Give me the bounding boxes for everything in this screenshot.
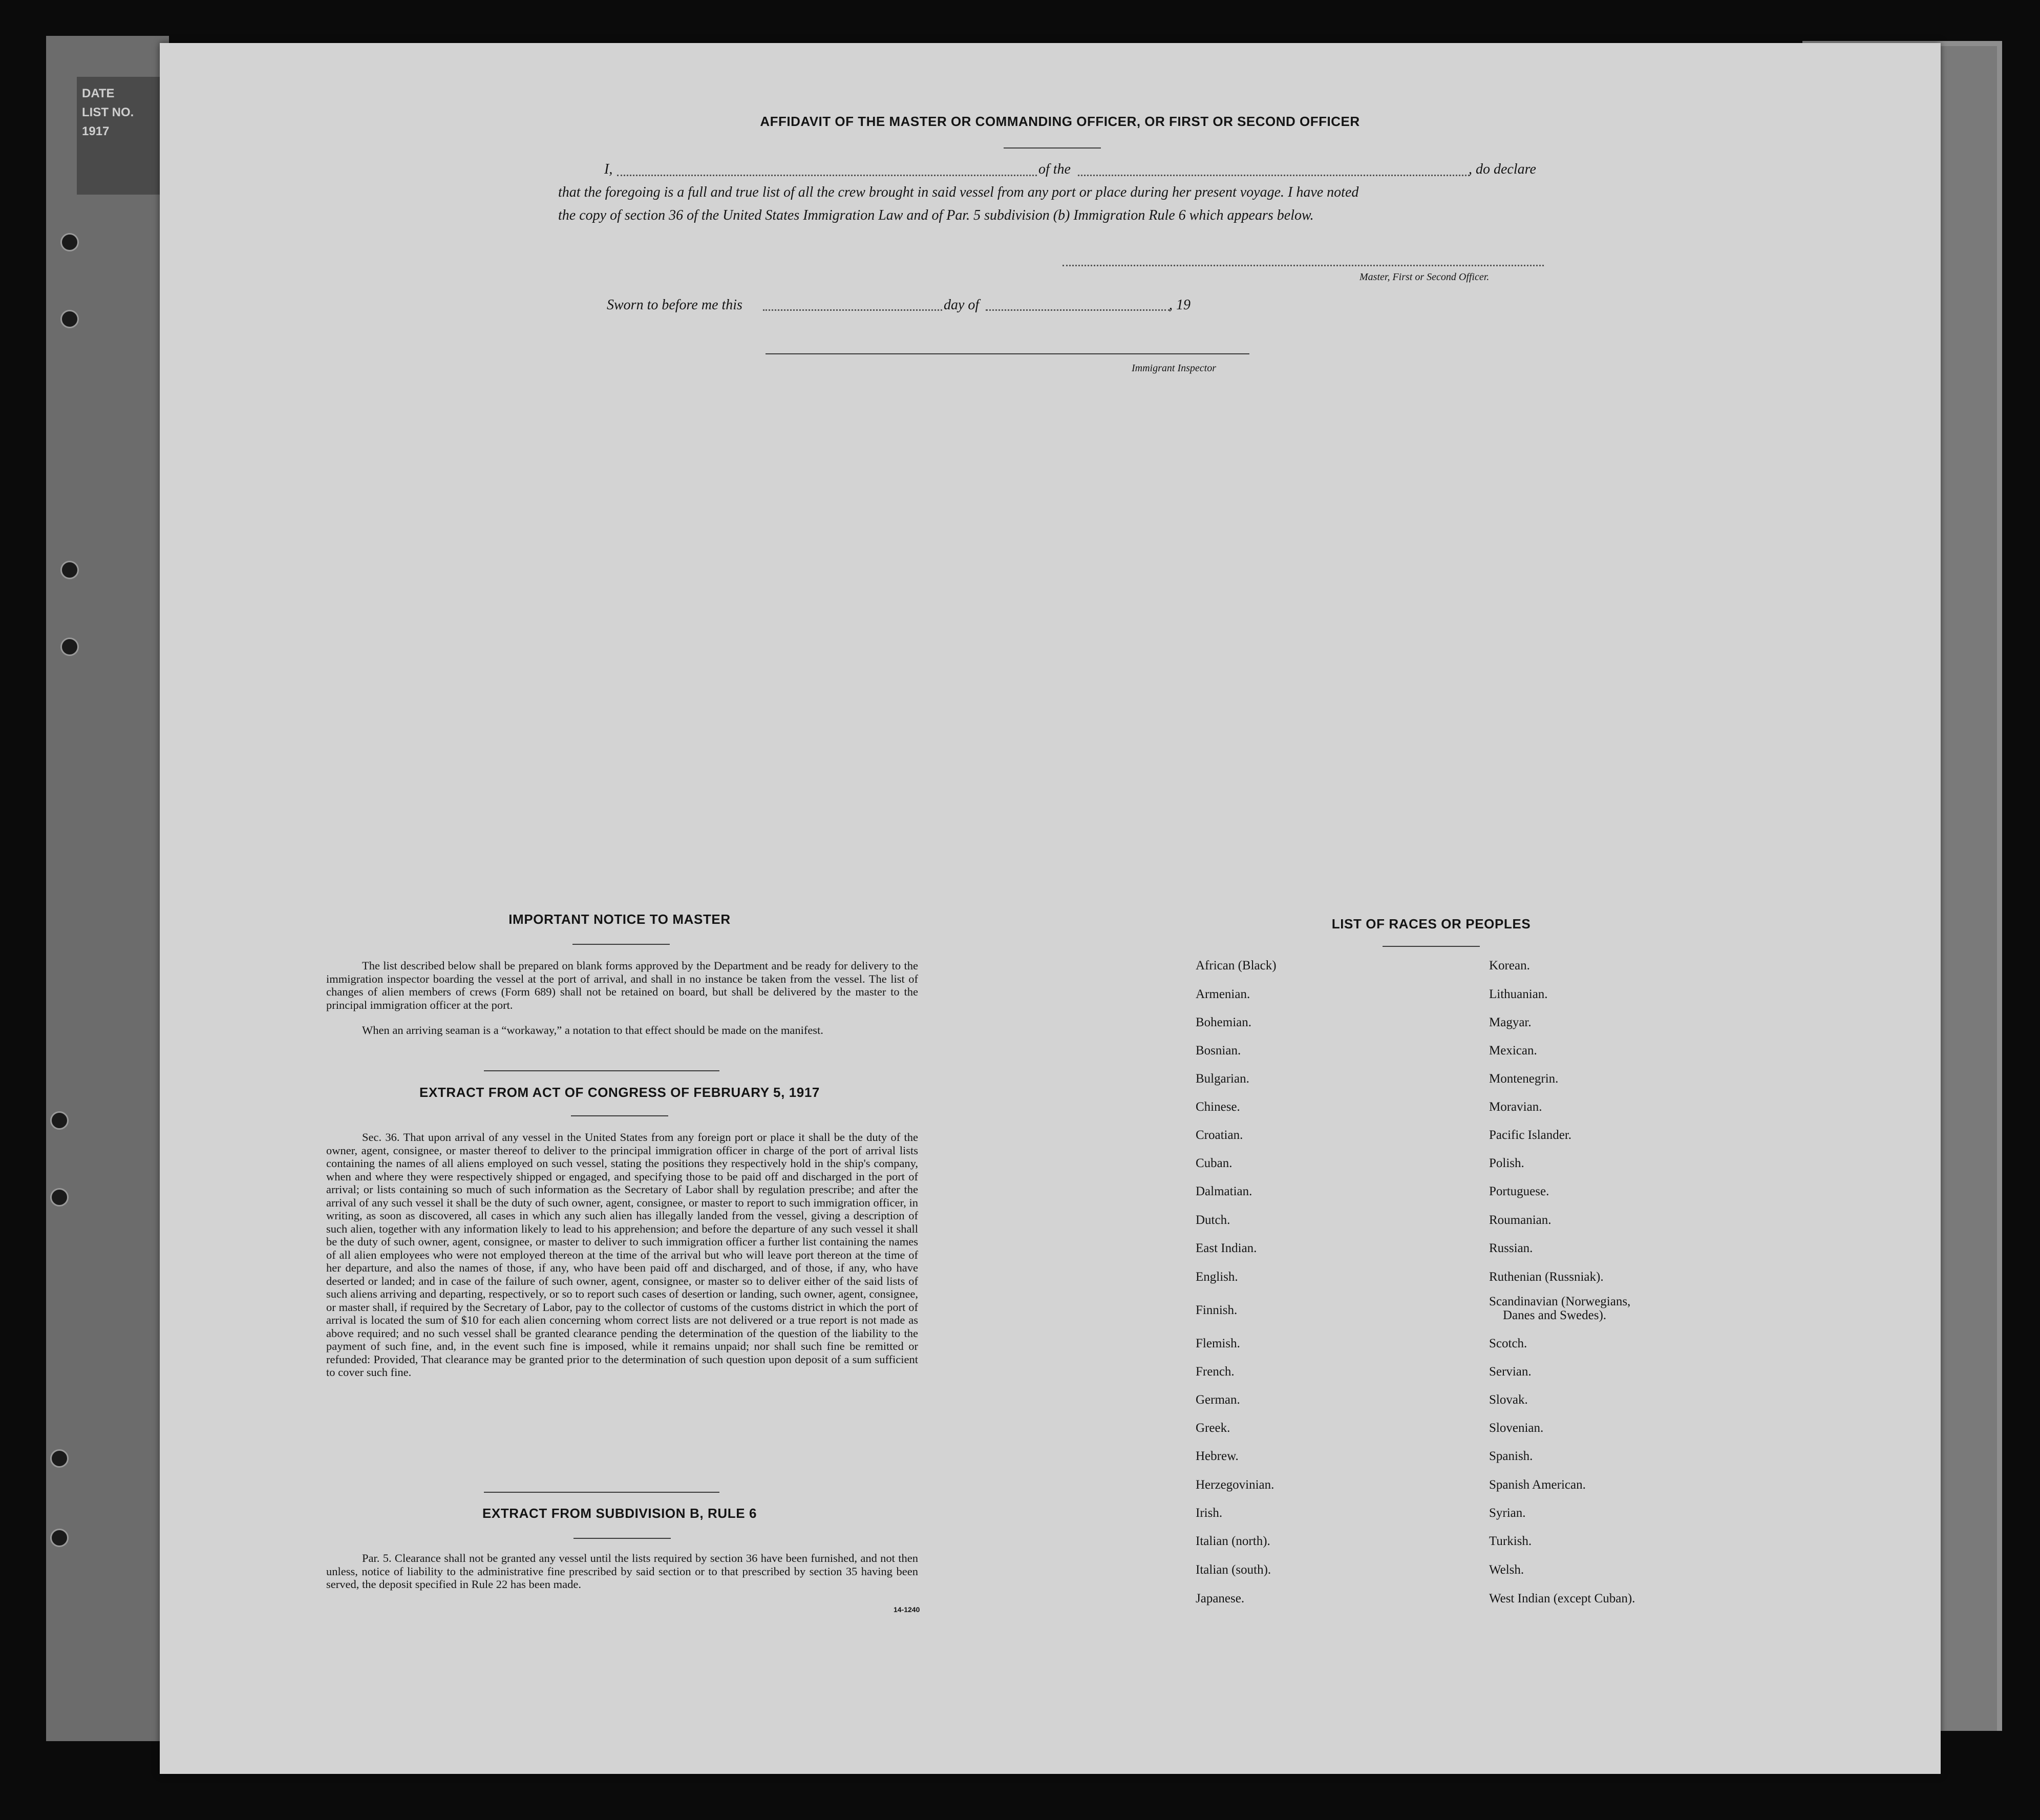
binder-hole-icon: [50, 1529, 69, 1547]
binder-hole-icon: [60, 638, 79, 656]
races-title: LIST OF RACES OR PEOPLES: [1331, 916, 1531, 932]
binder-hole-icon: [50, 1111, 69, 1130]
binder-hole-icon: [60, 561, 79, 579]
race-item: Italian (south).: [1196, 1563, 1271, 1577]
race-item: Herzegovinian.: [1196, 1478, 1274, 1492]
extract-rule-text: Par. 5. Clearance shall not be granted any vessel until the lists required by section 36 have been furnished, and not then unless, notice of liability to the administrative fine prescribed by said section or to that prescribed by section 35 having been served, the deposit specified in Rule 22 has been made.: [326, 1552, 918, 1591]
race-item: Magyar.: [1489, 1015, 1532, 1029]
right-backing-sheet-edge: [1936, 46, 1997, 1731]
race-item: African (Black): [1196, 959, 1277, 972]
extract-divider: [484, 1492, 719, 1493]
race-item: German.: [1196, 1393, 1240, 1407]
sworn-day-line[interactable]: [763, 309, 942, 311]
race-item: Slovenian.: [1489, 1421, 1544, 1435]
race-item: Italian (north).: [1196, 1534, 1270, 1548]
race-item: Moravian.: [1489, 1100, 1542, 1114]
race-item: Hebrew.: [1196, 1449, 1239, 1463]
binder-hole-icon: [60, 310, 79, 328]
race-item: Scotch.: [1489, 1337, 1527, 1350]
race-item: Japanese.: [1196, 1592, 1245, 1605]
race-item: Pacific Islander.: [1489, 1128, 1572, 1142]
notice-paragraph-2: When an arriving seaman is a “workaway,” a notation to that effect should be made on the manifest.: [362, 1024, 823, 1036]
notice-title: IMPORTANT NOTICE TO MASTER: [508, 912, 731, 927]
race-item: Russian.: [1489, 1241, 1533, 1255]
inspector-signature-line[interactable]: [766, 353, 1249, 354]
vessel-blank-line[interactable]: [1078, 175, 1470, 176]
binder-hole-icon: [60, 233, 79, 251]
inspector-label: Immigrant Inspector: [1132, 363, 1216, 374]
affidavit-title: AFFIDAVIT OF THE MASTER OR COMMANDING OFFICER, OR FIRST OR SECOND OFFICER: [760, 114, 1360, 129]
master-signature-label: Master, First or Second Officer.: [1359, 271, 1490, 283]
race-item: Spanish.: [1489, 1449, 1533, 1463]
race-item: Korean.: [1489, 959, 1530, 972]
day-of-label: day of: [944, 297, 980, 313]
race-item: East Indian.: [1196, 1241, 1257, 1255]
affidavit-declare-label: , do declare: [1469, 161, 1536, 177]
notice-divider: [484, 1070, 719, 1071]
affidavit-i-label: I,: [604, 161, 613, 177]
stamp-line-1: DATE: [82, 87, 115, 100]
extract-act-title: EXTRACT FROM ACT OF CONGRESS OF FEBRUARY 5, 1917: [419, 1085, 820, 1100]
race-item: Portuguese.: [1489, 1184, 1549, 1198]
race-item: Polish.: [1489, 1156, 1524, 1170]
form-number: 14-1240: [894, 1605, 920, 1614]
race-item: Finnish.: [1196, 1303, 1238, 1317]
name-blank-line[interactable]: [617, 175, 1037, 176]
race-item: Danes and Swedes).: [1503, 1308, 1607, 1322]
race-item: Bulgarian.: [1196, 1072, 1249, 1086]
race-item: Roumanian.: [1489, 1213, 1552, 1227]
left-backing-sheet: [46, 36, 169, 1741]
affidavit-line-3: the copy of section 36 of the United States Immigration Law and of Par. 5 subdivision (b) Immigration Rule 6 which appears below.: [558, 207, 1314, 223]
race-item: Armenian.: [1196, 987, 1250, 1001]
extract-act-rule: [571, 1115, 668, 1116]
race-item: Croatian.: [1196, 1128, 1243, 1142]
master-signature-line[interactable]: [1062, 265, 1544, 266]
race-item: Cuban.: [1196, 1156, 1232, 1170]
sworn-month-line[interactable]: [986, 309, 1170, 311]
title-rule: [1004, 147, 1101, 149]
stamp-line-3: 1917: [82, 124, 110, 139]
race-item: Montenegrin.: [1489, 1072, 1559, 1086]
extract-rule-title: EXTRACT FROM SUBDIVISION B, RULE 6: [482, 1506, 757, 1521]
extract-rule-rule: [573, 1538, 671, 1539]
corner-stamp: [77, 77, 164, 195]
race-item: Ruthenian (Russniak).: [1489, 1270, 1604, 1284]
race-item: Syrian.: [1489, 1506, 1526, 1520]
affidavit-of-label: of the: [1038, 161, 1071, 177]
binder-hole-icon: [50, 1188, 69, 1207]
binder-hole-icon: [50, 1449, 69, 1468]
year-label: , 19: [1169, 297, 1191, 313]
race-item: West Indian (except Cuban).: [1489, 1592, 1635, 1605]
race-item: Bosnian.: [1196, 1044, 1241, 1057]
race-item: Scandinavian (Norwegians,: [1489, 1295, 1631, 1308]
race-item: Servian.: [1489, 1365, 1532, 1379]
race-item: Chinese.: [1196, 1100, 1240, 1114]
race-item: Slovak.: [1489, 1393, 1528, 1407]
race-item: Dalmatian.: [1196, 1184, 1252, 1198]
races-title-rule: [1383, 946, 1480, 947]
stamp-line-2: LIST NO.: [82, 105, 134, 120]
race-item: Mexican.: [1489, 1044, 1537, 1057]
race-item: Welsh.: [1489, 1563, 1524, 1577]
race-item: Greek.: [1196, 1421, 1230, 1435]
race-item: Turkish.: [1489, 1534, 1532, 1548]
race-item: Spanish American.: [1489, 1478, 1586, 1492]
race-item: English.: [1196, 1270, 1238, 1284]
extract-act-text: Sec. 36. That upon arrival of any vessel in the United States from any foreign port or place it shall be the duty of the owner, agent, consignee, or master thereof to deliver to the principal immigration officer in charge of the port of arrival lists containing the names of all aliens employed on such vessel, stating the positions they respectively hold in the ship's company, when and where they were respectively shipped or engaged, and specifying those to be paid off and discharged in the port of arrival; or lists containing so much of such information as the Secretary of Labor shall by regulation prescribe; and after the arrival of any such vessel it shall be the duty of such owner, agent, consignee, or master to report to such immigration officer, in writing, as soon as discovered, all cases in which any such alien has illegally landed from the vessel, giving a description of such alien, together with any information likely to lead to his apprehension; and before the departure of any such vessel it shall be the duty of such owner, agent, consignee, or master to deliver to such immigration officer a further list containing the names of all alien employees who were not employed thereon at the time of the arrival but who will leave port thereon at the time of her departure, and also the names of those, if any, who have been paid off and discharged, and of those, if any, who have deserted or landed; and in case of the failure of such owner, agent, consignee, or master so to deliver either of the said lists of such aliens arriving and departing, respectively, or so to report such cases of desertion or landing, such owner, agent, consignee, or master shall, if required by the Secretary of Labor, pay to the collector of customs of the customs district in which the port of arrival is located the sum of $10 for each alien concerning whom correct lists are not delivered or a true report is not made as above required; and no such vessel shall be granted clearance pending the determination of the question of the liability to the payment of such fine, and, in the event such fine is imposed, while it remains unpaid; nor shall such fine be remitted or refunded: Provided, That clearance may be granted prior to the determination of such question upon deposit of a sum sufficient to cover such fine.: [326, 1131, 918, 1379]
race-item: Bohemian.: [1196, 1015, 1252, 1029]
race-item: Flemish.: [1196, 1337, 1240, 1350]
notice-paragraph-1: The list described below shall be prepared on blank forms approved by the Department and be ready for delivery to the immigration inspector boarding the vessel at the port of arrival, and shall in no instance be taken from the vessel. The list of changes of alien members of crews (Form 689) shall not be retained on board, but shall be delivered by the master to the principal immigration officer at the port.: [326, 959, 918, 1011]
race-item: Irish.: [1196, 1506, 1223, 1520]
race-item: Dutch.: [1196, 1213, 1230, 1227]
notice-title-rule: [572, 944, 670, 945]
race-item: French.: [1196, 1365, 1235, 1379]
race-item: Lithuanian.: [1489, 987, 1548, 1001]
affidavit-line-2: that the foregoing is a full and true list of all the crew brought in said vessel from any port or place during her present voyage. I have noted: [558, 184, 1359, 200]
sworn-label: Sworn to before me this: [607, 297, 742, 313]
